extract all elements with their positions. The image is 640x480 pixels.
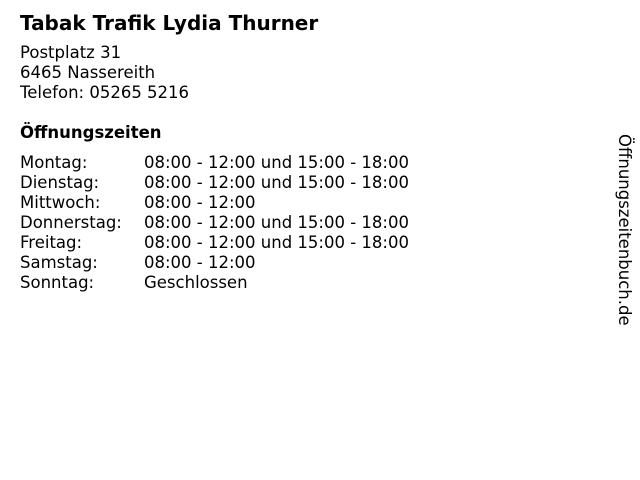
address-block (20, 43, 600, 103)
time-value: 08:00 - 12:00 (144, 253, 256, 272)
time-value: Geschlossen (144, 273, 248, 292)
hours-row-wednesday (20, 193, 600, 213)
opening-hours-heading: Öffnungszeiten (20, 123, 162, 142)
hours-row-thursday (20, 213, 600, 233)
street-address: Postplatz 31 (20, 43, 122, 62)
day-label: Samstag: (20, 253, 98, 272)
time-value: 08:00 - 12:00 und 15:00 - 18:00 (144, 213, 409, 232)
site-brand-label: Öffnungszeitenbuch.de (615, 134, 634, 326)
phone-number: Telefon: 05265 5216 (20, 83, 190, 102)
hours-row-monday (20, 153, 600, 173)
day-label: Donnerstag: (20, 213, 122, 232)
time-value: 08:00 - 12:00 und 15:00 - 18:00 (144, 153, 409, 172)
hours-row-sunday (20, 273, 600, 293)
opening-hours-table (20, 153, 600, 293)
business-card (20, 10, 600, 293)
day-label: Montag: (20, 153, 88, 172)
day-label: Dienstag: (20, 173, 100, 192)
hours-row-saturday (20, 253, 600, 273)
hours-row-friday (20, 233, 600, 253)
city-address: 6465 Nassereith (20, 63, 156, 82)
day-label: Mittwoch: (20, 193, 101, 212)
day-label: Freitag: (20, 233, 83, 252)
business-name: Tabak Trafik Lydia Thurner (20, 11, 319, 35)
time-value: 08:00 - 12:00 und 15:00 - 18:00 (144, 233, 409, 252)
time-value: 08:00 - 12:00 und 15:00 - 18:00 (144, 173, 409, 192)
day-label: Sonntag: (20, 273, 95, 292)
hours-row-tuesday (20, 173, 600, 193)
time-value: 08:00 - 12:00 (144, 193, 256, 212)
